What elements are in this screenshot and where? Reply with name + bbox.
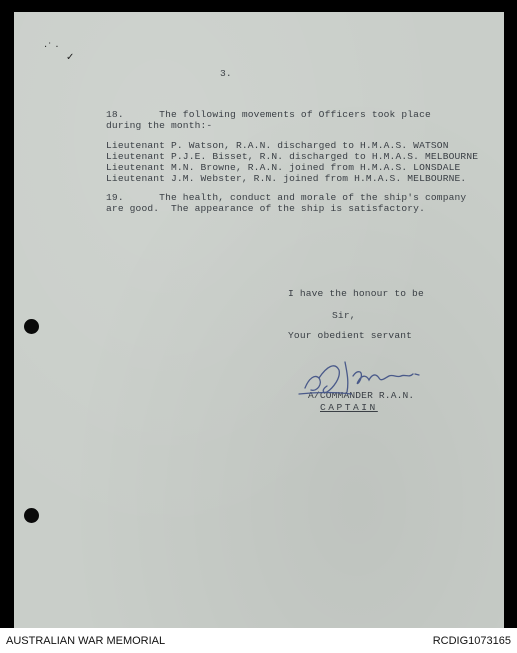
signature-rank: A/COMMANDER R.A.N.	[308, 390, 415, 401]
archive-footer	[0, 628, 517, 653]
footer-institution: AUSTRALIAN WAR MEMORIAL	[6, 635, 166, 647]
closing-sir: Sir,	[332, 310, 356, 321]
para19-line2: are good. The appearance of the ship is satisfactory.	[106, 203, 425, 214]
punch-hole	[24, 319, 39, 334]
para18-line2: during the month:-	[106, 120, 213, 131]
punch-hole	[24, 508, 39, 523]
movement-line: Lieutenant J.M. Webster, R.N. joined from H.M.A.S. MELBOURNE.	[106, 173, 467, 184]
page-number: 3.	[220, 68, 232, 79]
stray-mark: ✓	[66, 52, 75, 63]
document-page	[14, 12, 504, 628]
signature-image	[297, 348, 437, 398]
closing-servant: Your obedient servant	[288, 330, 413, 341]
signature-title: CAPTAIN	[320, 402, 378, 413]
movement-line: Lieutenant M.N. Browne, R.A.N. joined from H.M.A.S. LONSDALE	[106, 162, 461, 173]
para18-line1: 18. The following movements of Officers took place	[106, 109, 431, 120]
movement-line: Lieutenant P.J.E. Bisset, R.N. discharged to H.M.A.S. MELBOURNE	[106, 151, 479, 162]
footer-record-id: RCDIG1073165	[432, 635, 511, 647]
para19-line1: 19. The health, conduct and morale of the ship's company	[106, 192, 467, 203]
movement-line: Lieutenant P. Watson, R.A.N. discharged to H.M.A.S. WATSON	[106, 140, 449, 151]
stray-mark: ·˙ ·	[44, 42, 59, 53]
closing-honour: I have the honour to be	[288, 288, 424, 299]
